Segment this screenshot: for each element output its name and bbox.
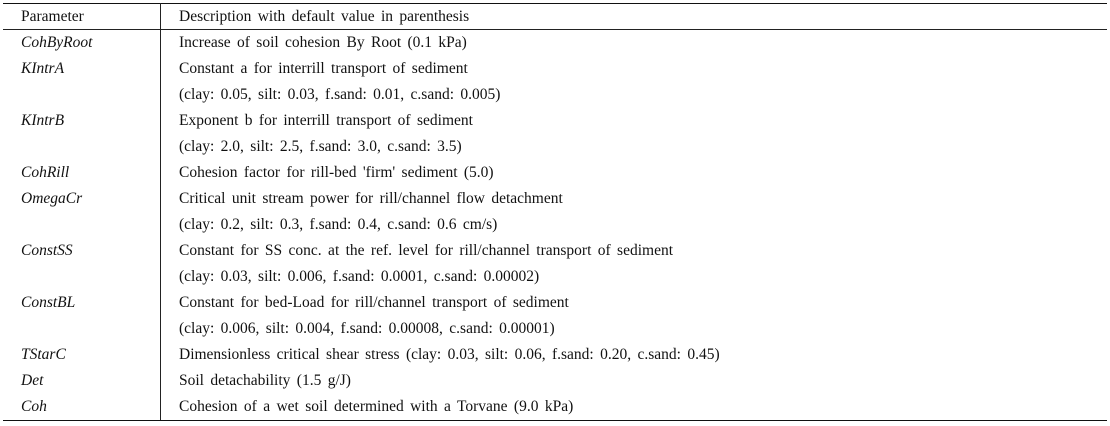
parameter-name: ConstSS bbox=[3, 238, 161, 290]
parameter-name: ConstBL bbox=[3, 290, 161, 342]
description-line: Soil detachability (1.5 g/J) bbox=[179, 372, 351, 389]
description-line: (clay: 0.2, silt: 0.3, f.sand: 0.4, c.sand: 0.6 cm/s) bbox=[179, 216, 498, 233]
table-row bbox=[3, 108, 1107, 160]
table-row bbox=[3, 342, 1107, 368]
parameter-name: TStarC bbox=[3, 342, 161, 368]
parameter-name: CohByRoot bbox=[3, 30, 161, 57]
description-line: Cohesion factor for rill-bed 'firm' sediment (5.0) bbox=[179, 164, 494, 181]
table-row bbox=[3, 186, 1107, 238]
description-line: Constant for SS conc. at the ref. level for rill/channel transport of sediment bbox=[179, 242, 674, 259]
table-row bbox=[3, 56, 1107, 108]
parameter-description bbox=[161, 160, 1108, 186]
table-row bbox=[3, 368, 1107, 394]
header-parameter: Parameter bbox=[3, 4, 161, 30]
parameter-description bbox=[161, 30, 1108, 57]
parameter-description bbox=[161, 394, 1108, 421]
description-line: Critical unit stream power for rill/channel flow detachment bbox=[179, 190, 563, 207]
header-description: Description with default value in parenthesis bbox=[161, 4, 1108, 30]
parameter-name: KIntrA bbox=[3, 56, 161, 108]
parameter-description bbox=[161, 342, 1108, 368]
parameter-description bbox=[161, 368, 1108, 394]
parameter-description bbox=[161, 56, 1108, 108]
description-line: (clay: 0.006, silt: 0.004, f.sand: 0.00008, c.sand: 0.00001) bbox=[179, 320, 555, 337]
description-line: Dimensionless critical shear stress (clay: 0.03, silt: 0.06, f.sand: 0.20, c.sand: 0.45) bbox=[179, 346, 720, 363]
parameter-description bbox=[161, 108, 1108, 160]
table-header bbox=[3, 4, 1107, 30]
parameter-name: Coh bbox=[3, 394, 161, 421]
parameter-table bbox=[3, 3, 1107, 421]
table-body bbox=[3, 30, 1107, 421]
table-row bbox=[3, 160, 1107, 186]
table-row bbox=[3, 30, 1107, 57]
parameter-table-container bbox=[3, 3, 1107, 421]
description-line: (clay: 0.03, silt: 0.006, f.sand: 0.0001, c.sand: 0.00002) bbox=[179, 268, 540, 285]
parameter-description bbox=[161, 290, 1108, 342]
parameter-name: OmegaCr bbox=[3, 186, 161, 238]
parameter-description bbox=[161, 238, 1108, 290]
description-line: (clay: 2.0, silt: 2.5, f.sand: 3.0, c.sand: 3.5) bbox=[179, 138, 462, 155]
description-line: Constant for bed-Load for rill/channel transport of sediment bbox=[179, 294, 569, 311]
parameter-description bbox=[161, 186, 1108, 238]
parameter-name: Det bbox=[3, 368, 161, 394]
table-row bbox=[3, 394, 1107, 421]
description-line: (clay: 0.05, silt: 0.03, f.sand: 0.01, c.sand: 0.005) bbox=[179, 86, 501, 103]
description-line: Cohesion of a wet soil determined with a Torvane (9.0 kPa) bbox=[179, 398, 574, 415]
description-line: Increase of soil cohesion By Root (0.1 kPa) bbox=[179, 34, 467, 51]
table-row bbox=[3, 290, 1107, 342]
parameter-name: CohRill bbox=[3, 160, 161, 186]
table-row bbox=[3, 238, 1107, 290]
description-line: Constant a for interrill transport of sediment bbox=[179, 60, 468, 77]
header-row bbox=[3, 4, 1107, 30]
description-line: Exponent b for interrill transport of sediment bbox=[179, 112, 473, 129]
parameter-name: KIntrB bbox=[3, 108, 161, 160]
